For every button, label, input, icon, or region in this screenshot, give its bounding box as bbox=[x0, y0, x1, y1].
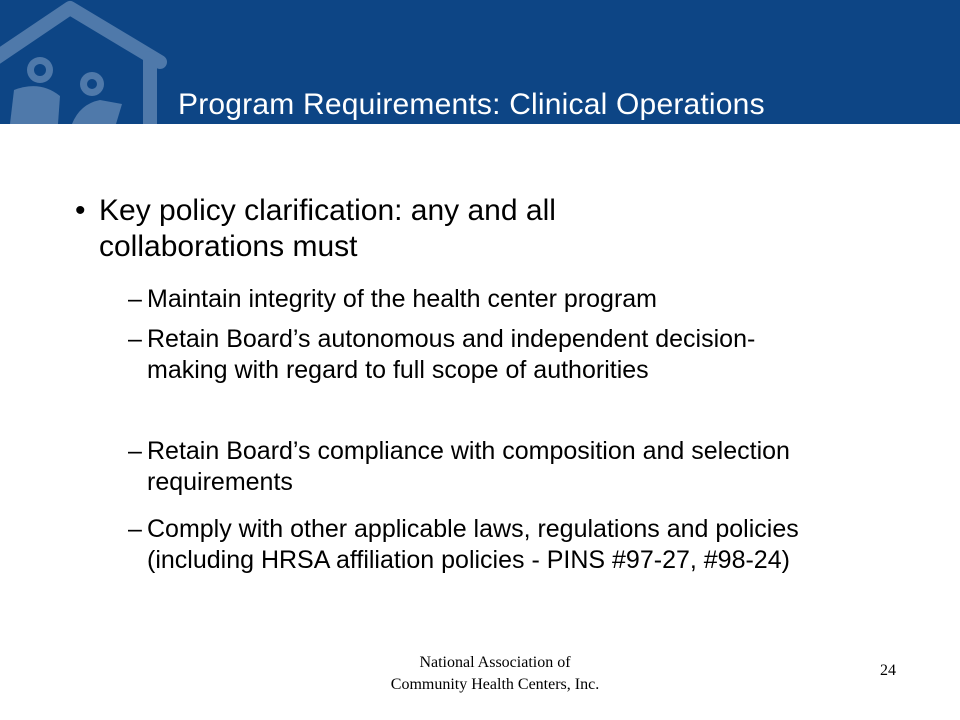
sub-item bbox=[128, 324, 818, 386]
bullet-text: Key policy clarification: any and all collaborations must bbox=[99, 194, 556, 263]
sub-item bbox=[128, 436, 848, 498]
sub-item-text: Retain Board’s autonomous and independent decision-making with regard to full scope of authorities bbox=[147, 325, 756, 384]
page-number: 24 bbox=[880, 662, 896, 679]
sub-item-text: Maintain integrity of the health center program bbox=[147, 285, 657, 313]
dash-marker: – bbox=[128, 437, 142, 465]
dash-marker: – bbox=[128, 285, 142, 313]
sub-item bbox=[128, 284, 888, 315]
sub-item-text: Comply with other applicable laws, regulations and policies (including HRSA affiliation policies - PINS #97-27, #98-24) bbox=[147, 515, 799, 574]
main-bullet bbox=[75, 193, 715, 265]
sub-item bbox=[128, 514, 888, 576]
slide-title: Program Requirements: Clinical Operations bbox=[178, 88, 765, 121]
dash-marker: – bbox=[128, 325, 142, 353]
footer-organization: National Association of Community Health Centers, Inc. bbox=[390, 654, 600, 693]
sub-item-text: Retain Board’s compliance with composition and selection requirements bbox=[147, 437, 790, 496]
bullet-marker: • bbox=[75, 194, 86, 227]
dash-marker: – bbox=[128, 515, 142, 543]
